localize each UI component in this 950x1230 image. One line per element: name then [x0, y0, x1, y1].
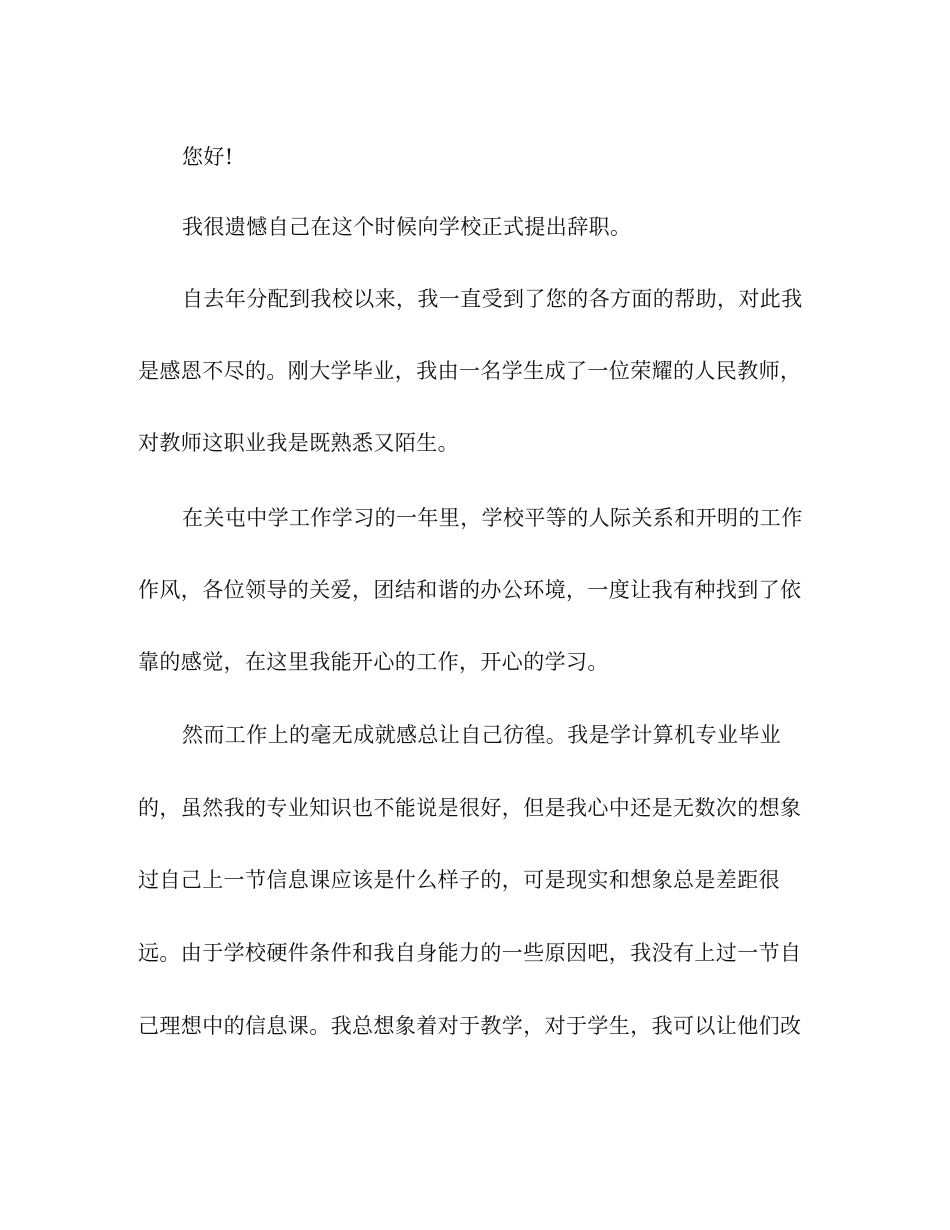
paragraph-4-line-1: 然而工作上的毫无成就感总让自己彷徨。我是学计算机专业毕业 — [182, 723, 782, 747]
paragraph-4-line-4: 远。由于学校硬件条件和我自身能力的一些原因吧，我没有上过一节自 — [138, 941, 802, 965]
paragraph-2-line-1: 自去年分配到我校以来，我一直受到了您的各方面的帮助，对此我 — [182, 287, 803, 311]
paragraph-2-line-3: 对教师这职业我是既熟悉又陌生。 — [138, 431, 459, 455]
paragraph-3-line-2: 作风，各位领导的关爱，团结和谐的办公环境，一度让我有种找到了依 — [138, 578, 802, 602]
paragraph-2-line-2: 是感恩不尽的。刚大学毕业，我由一名学生成了一位荣耀的人民教师， — [138, 359, 802, 383]
paragraph-1-line-1: 我很遗憾自己在这个时候向学校正式提出辞职。 — [182, 215, 632, 239]
paragraph-4-line-2: 的，虽然我的专业知识也不能说是很好，但是我心中还是无数次的想象 — [138, 796, 802, 820]
paragraph-4-line-3: 过自己上一节信息课应该是什么样子的，可是现实和想象总是差距很 — [138, 868, 780, 892]
greeting-line: 您好! — [182, 145, 234, 169]
paragraph-3-line-3: 靠的感觉，在这里我能开心的工作，开心的学习。 — [138, 650, 609, 674]
paragraph-4-line-5: 己理想中的信息课。我总想象着对于教学，对于学生，我可以让他们改 — [138, 1014, 802, 1038]
paragraph-3-line-1: 在关屯中学工作学习的一年里，学校平等的人际关系和开明的工作 — [182, 506, 803, 530]
